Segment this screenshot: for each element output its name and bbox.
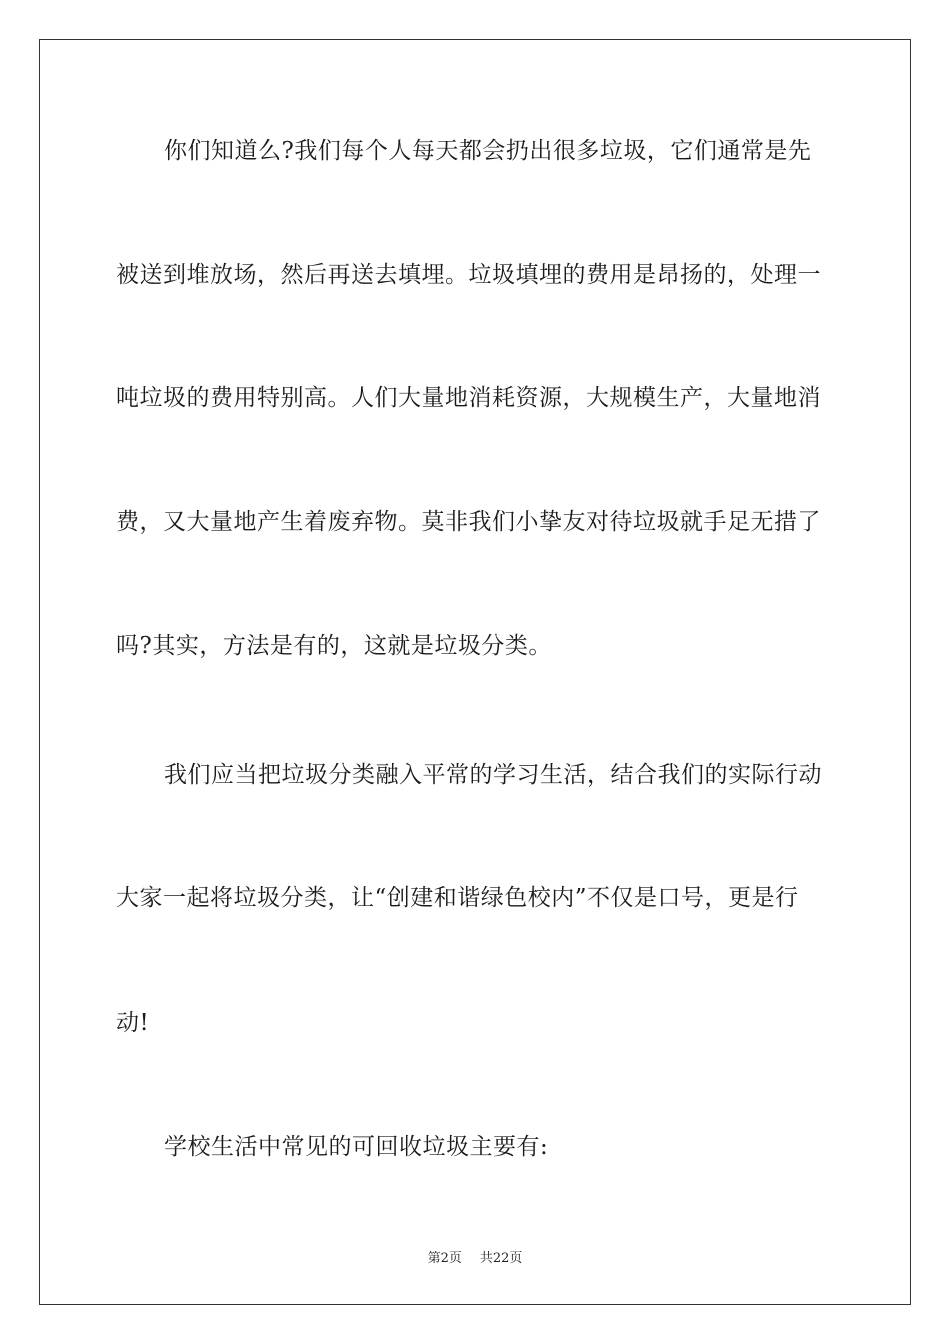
- paragraph-1-line-2: 被送到堆放场，然后再送去填埋。垃圾填埋的费用是昂扬的，处理一: [116, 262, 821, 288]
- paragraph-2-line-1: 我们应当把垃圾分类融入平常的学习生活，结合我们的实际行动: [164, 762, 822, 788]
- paragraph-2-line-3: 动!: [116, 1010, 150, 1036]
- page-total: 共22页: [479, 1251, 523, 1266]
- paragraph-1-line-1: 你们知道么?我们每个人每天都会扔出很多垃圾，它们通常是先: [164, 138, 812, 164]
- paragraph-2-line-2: 大家一起将垃圾分类，让“创建和谐绿色校内”不仅是口号，更是行: [116, 885, 799, 911]
- page-footer: [0, 1247, 950, 1266]
- page-number: 第2页: [427, 1251, 462, 1266]
- paragraph-3-line-1: 学校生活中常见的可回收垃圾主要有:: [164, 1134, 549, 1160]
- paragraph-1-line-3: 吨垃圾的费用特别高。人们大量地消耗资源，大规模生产，大量地消: [116, 385, 821, 411]
- page-border: [39, 39, 911, 1305]
- paragraph-1-line-5: 吗?其实，方法是有的，这就是垃圾分类。: [116, 633, 552, 659]
- paragraph-1-line-4: 费，又大量地产生着废弃物。莫非我们小挚友对待垃圾就手足无措了: [116, 509, 821, 535]
